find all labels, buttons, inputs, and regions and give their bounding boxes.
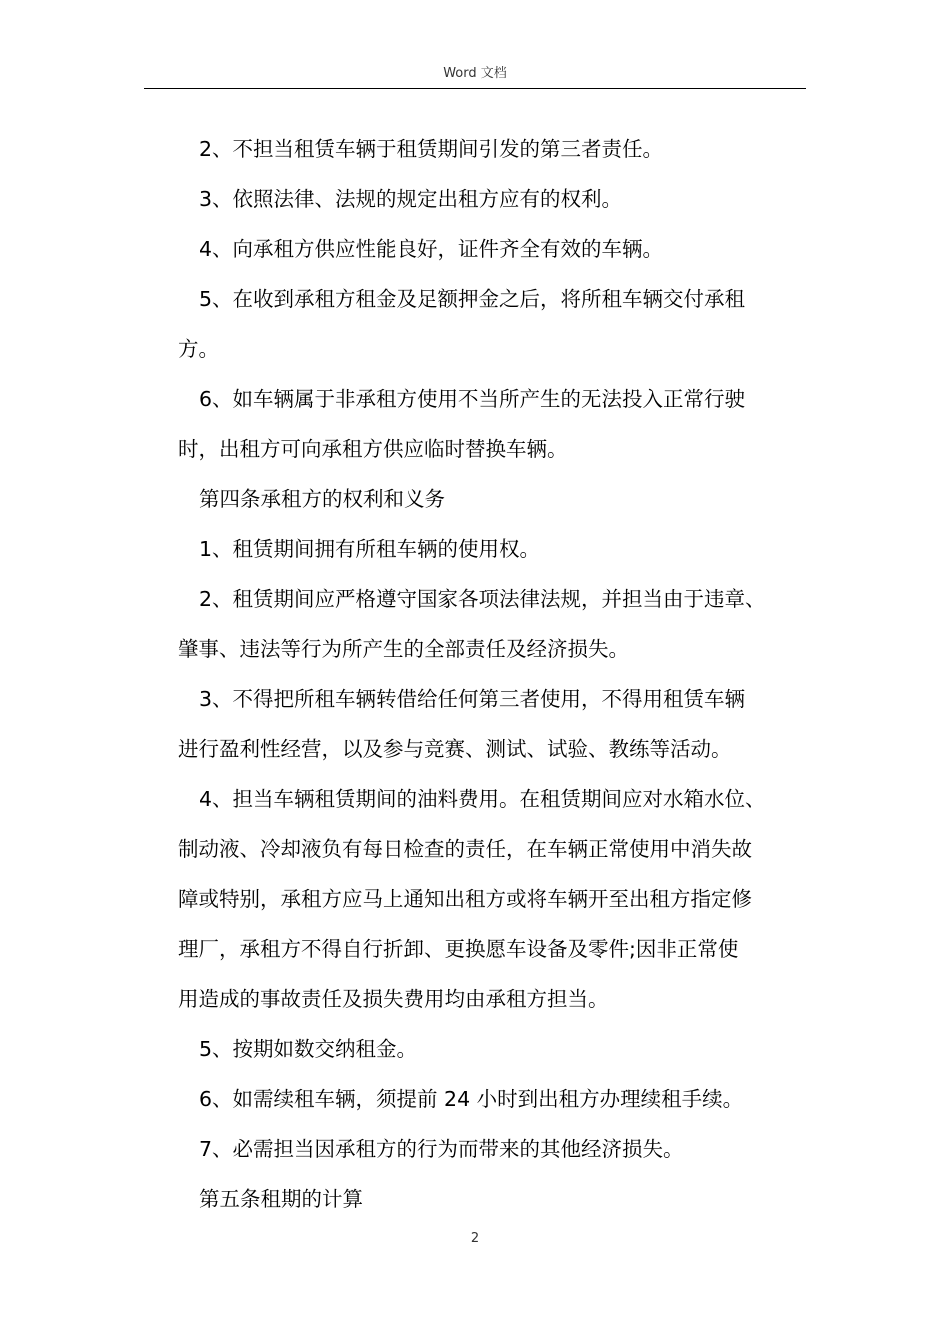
paragraph <box>178 674 808 774</box>
paragraph-line: 6、如需续租车辆，须提前 24 小时到出租方办理续租手续。 <box>199 1087 744 1111</box>
paragraph-line: 3、不得把所租车辆转借给任何第三者使用，不得用租赁车辆 <box>199 687 746 711</box>
paragraph-line: 3、依照法律、法规的规定出租方应有的权利。 <box>199 187 623 211</box>
paragraph <box>178 124 808 174</box>
paragraph <box>178 224 808 274</box>
page-header: Word 文档 <box>443 66 507 81</box>
paragraph-line: 6、如车辆属于非承租方使用不当所产生的无法投入正常行驶 <box>199 387 746 411</box>
paragraph-line: 进行盈利性经营，以及参与竞赛、测试、试验、教练等活动。 <box>178 737 732 761</box>
header-rule <box>144 88 806 89</box>
paragraph-line: 1、租赁期间拥有所租车辆的使用权。 <box>199 537 541 561</box>
paragraph-line: 5、按期如数交纳租金。 <box>199 1037 418 1061</box>
paragraph <box>178 1124 808 1174</box>
paragraph <box>178 1024 808 1074</box>
paragraph-line: 肇事、违法等行为所产生的全部责任及经济损失。 <box>178 637 629 661</box>
paragraph-line: 2、不担当租赁车辆于租赁期间引发的第三者责任。 <box>199 137 664 161</box>
paragraph-line: 4、向承租方供应性能良好，证件齐全有效的车辆。 <box>199 237 664 261</box>
paragraph-line: 2、租赁期间应严格遵守国家各项法律法规，并担当由于违章、 <box>199 587 766 611</box>
document-body <box>178 124 808 1224</box>
paragraph <box>178 574 808 674</box>
paragraph-line: 用造成的事故责任及损失费用均由承租方担当。 <box>178 987 609 1011</box>
paragraph-line: 第五条租期的计算 <box>199 1187 363 1211</box>
paragraph-line: 5、在收到承租方租金及足额押金之后，将所租车辆交付承租 <box>199 287 746 311</box>
paragraph-line: 制动液、冷却液负有每日检查的责任，在车辆正常使用中消失故 <box>178 837 752 861</box>
paragraph-line: 理厂，承租方不得自行折卸、更换愿车设备及零件;因非正常使 <box>178 937 739 961</box>
paragraph-line: 方。 <box>178 337 219 361</box>
paragraph <box>178 474 808 524</box>
paragraph <box>178 774 808 1024</box>
page-number: 2 <box>470 1231 480 1246</box>
paragraph-line: 第四条承租方的权利和义务 <box>199 487 445 511</box>
paragraph <box>178 1174 808 1224</box>
paragraph-line: 障或特别，承租方应马上通知出租方或将车辆开至出租方指定修 <box>178 887 752 911</box>
paragraph-line: 时，出租方可向承租方供应临时替换车辆。 <box>178 437 568 461</box>
paragraph <box>178 174 808 224</box>
paragraph-line: 4、担当车辆租赁期间的油料费用。在租赁期间应对水箱水位、 <box>199 787 766 811</box>
paragraph-line: 7、必需担当因承租方的行为而带来的其他经济损失。 <box>199 1137 684 1161</box>
paragraph <box>178 1074 808 1124</box>
paragraph <box>178 374 808 474</box>
paragraph <box>178 524 808 574</box>
paragraph <box>178 274 808 374</box>
